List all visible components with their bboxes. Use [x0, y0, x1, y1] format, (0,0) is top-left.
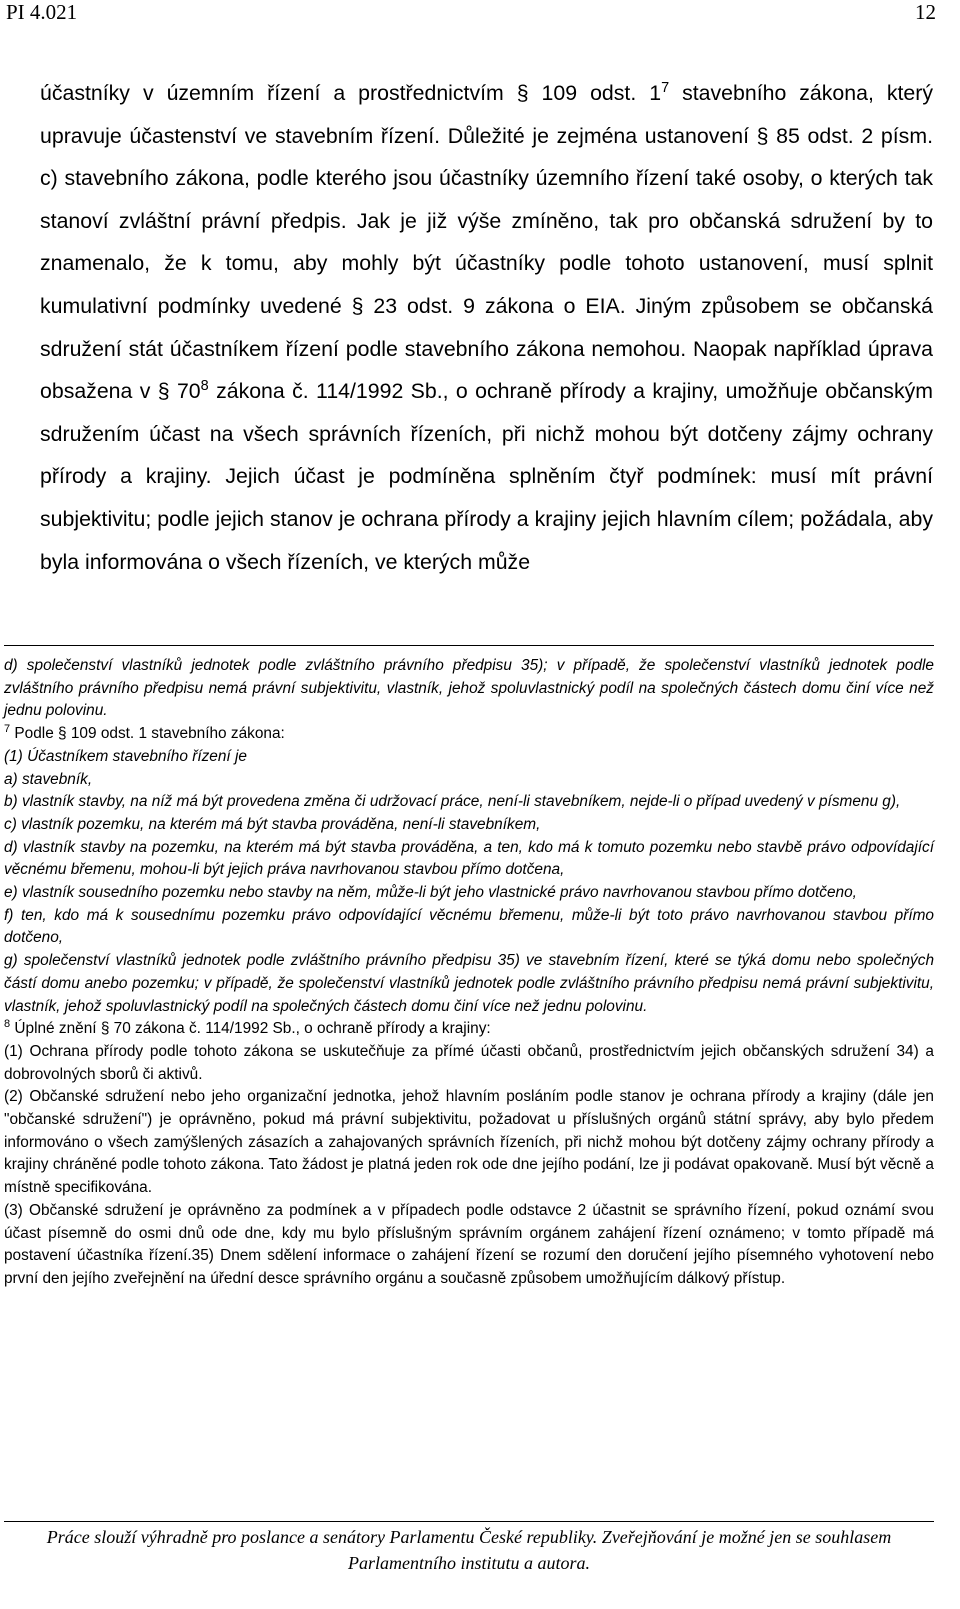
footnote-ref-8: 8	[200, 378, 209, 395]
footnote-separator	[4, 645, 934, 646]
document-code: PI 4.021	[6, 0, 78, 24]
footnote-8-item: (3) Občanské sdružení je oprávněno za podmínek a v případech podle odstavce 2 účastnit se správního řízení, pokud oznámí svou účast písemně do osmi dnů ode dne, kdy mu bylo příslušným správním orgánem zahájení řízení oznámeno; v tomto případě má postavení účastníka řízení.35) Dnem sdělení informace o zahájení řízení se rozumí den doručení jejího písemného vyhotovení nebo první den jejího zveřejnění na úřední desce správního orgánu a současně způsobem umožňujícím dálkový přístup.	[4, 1201, 934, 1287]
body-text-1: účastníky v územním řízení a prostřednictvím § 109 odst. 1	[40, 81, 662, 105]
footnote-ref-7: 7	[661, 79, 670, 96]
footer-separator	[4, 1521, 934, 1522]
footnote-7-item: d) vlastník stavby na pozemku, na kterém má být stavba prováděna, a ten, kdo má k tomuto pozemku nebo stavbě právo odpovídající věcnému břemenu, mohou-li být jejich práva navrhovanou stavbou přímo dotčena,	[4, 838, 934, 879]
footnote-7-heading	[4, 723, 934, 746]
footnote-7-item: e) vlastník sousedního pozemku nebo stavby na něm, může-li být jeho vlastnické právo navrhovanou stavbou přímo dotčeno,	[4, 884, 857, 902]
footnote-8-title: Úplné znění § 70 zákona č. 114/1992 Sb., o ochraně přírody a krajiny:	[10, 1020, 491, 1038]
footer-disclaimer: Práce slouží výhradně pro poslance a senátory Parlamentu České republiky. Zveřejňování je možné jen se souhlasem Parlamentního institutu a autora.	[46, 1527, 892, 1573]
body-text-2: stavebního zákona, který upravuje účastenství ve stavebním řízení. Důležité je zejména ustanovení § 85 odst. 2 písm. c) stavebního zákona, podle kterého jsou účastníky územního řízení také osoby, o kterých tak stanoví zvláštní právní předpis. Jak je již výše zmíněno, tak pro občanská sdružení by to znamenalo, že k tomu, aby mohly být účastníky podle tohoto ustanovení, musí splnit kumulativní podmínky uvedené § 23 odst. 9 zákona o EIA. Jiným způsobem se občanská sdružení stát účastníkem řízení podle stavebního zákona nemohou. Naopak například úprava obsažena v § 70	[40, 81, 933, 404]
footnote-7-item: a) stavebník,	[4, 770, 93, 788]
footnote-7-item: c) vlastník pozemku, na kterém má být stavba prováděna, není-li stavebníkem,	[4, 815, 541, 833]
body-text-3: zákona č. 114/1992 Sb., o ochraně přírody a krajiny, umožňuje občanským sdružením účast na všech správních řízeních, při nichž mohou být dotčeny zájmy ochrany přírody a krajiny. Jejich účast je podmíněna splněním čtyř podmínek: musí mít právní subjektivitu; podle jejich stanov je ochrana přírody a krajiny jejich hlavním cílem; požádala, aby byla informována o všech řízeních, ve kterých může	[40, 379, 933, 574]
footnote-8-heading	[4, 1018, 934, 1041]
page-number: 12	[915, 0, 936, 24]
footnotes	[4, 655, 934, 1291]
footnote-8-item: (2) Občanské sdružení nebo jeho organizační jednotka, jehož hlavním posláním podle stanov je ochrana přírody a krajiny (dále jen "občanské sdružení") je oprávněno, pokud má právní subjektivitu, požadovat u příslušných orgánů státní správy, aby bylo předem informováno o všech zamýšlených zásazích a zahajovaných správních řízeních, při nichž mohou být dotčeny zájmy ochrany přírody a krajiny chráněné podle tohoto zákona. Tato žádost je platná jeden rok ode dne jejího podání, lze ji podávat opakovaně. Musí být věcně a místně specifikována.	[4, 1088, 934, 1197]
footnote-7-item: b) vlastník stavby, na níž má být provedena změna či udržovací práce, není-li stavebníkem, nejde-li o případ uvedený v písmenu g),	[4, 793, 901, 811]
footnote-7-title: Podle § 109 odst. 1 stavebního zákona:	[10, 725, 285, 743]
footnote-7-item: (1) Účastníkem stavebního řízení je	[4, 747, 247, 765]
footnote-7-item: f) ten, kdo má k sousednímu pozemku právo odpovídající věcnému břemenu, může-li být toto právo navrhovanou stavbou přímo dotčeno,	[4, 906, 934, 947]
main-paragraph	[40, 72, 933, 583]
footnote-continuation: d) společenství vlastníků jednotek podle zvláštního právního předpisu 35); v případě, že společenství vlastníků jednotek podle zvláštního právního předpisu nemá právní subjektivitu, vlastník, jehož spoluvlastnický podíl na společných částech domu činí více než jednu polovinu.	[4, 657, 934, 720]
footnote-7-number: 7	[4, 723, 11, 736]
footnote-7-item: g) společenství vlastníků jednotek podle zvláštního právního předpisu 35) ve stavebním řízení, které se týká domu nebo společných částí domu anebo pozemku; v případě, že společenství vlastníků jednotek podle zvláštního právního předpisu nemá právní subjektivitu, vlastník, jehož spoluvlastnický podíl na společných částech domu činí více než jednu polovinu.	[4, 952, 934, 1015]
footnote-8-number: 8	[4, 1018, 11, 1031]
footnote-8-item: (1) Ochrana přírody podle tohoto zákona se uskutečňuje za přímé účasti občanů, prostřednictvím jejich občanských sdružení 34) a dobrovolných sborů či aktivů.	[4, 1042, 934, 1083]
